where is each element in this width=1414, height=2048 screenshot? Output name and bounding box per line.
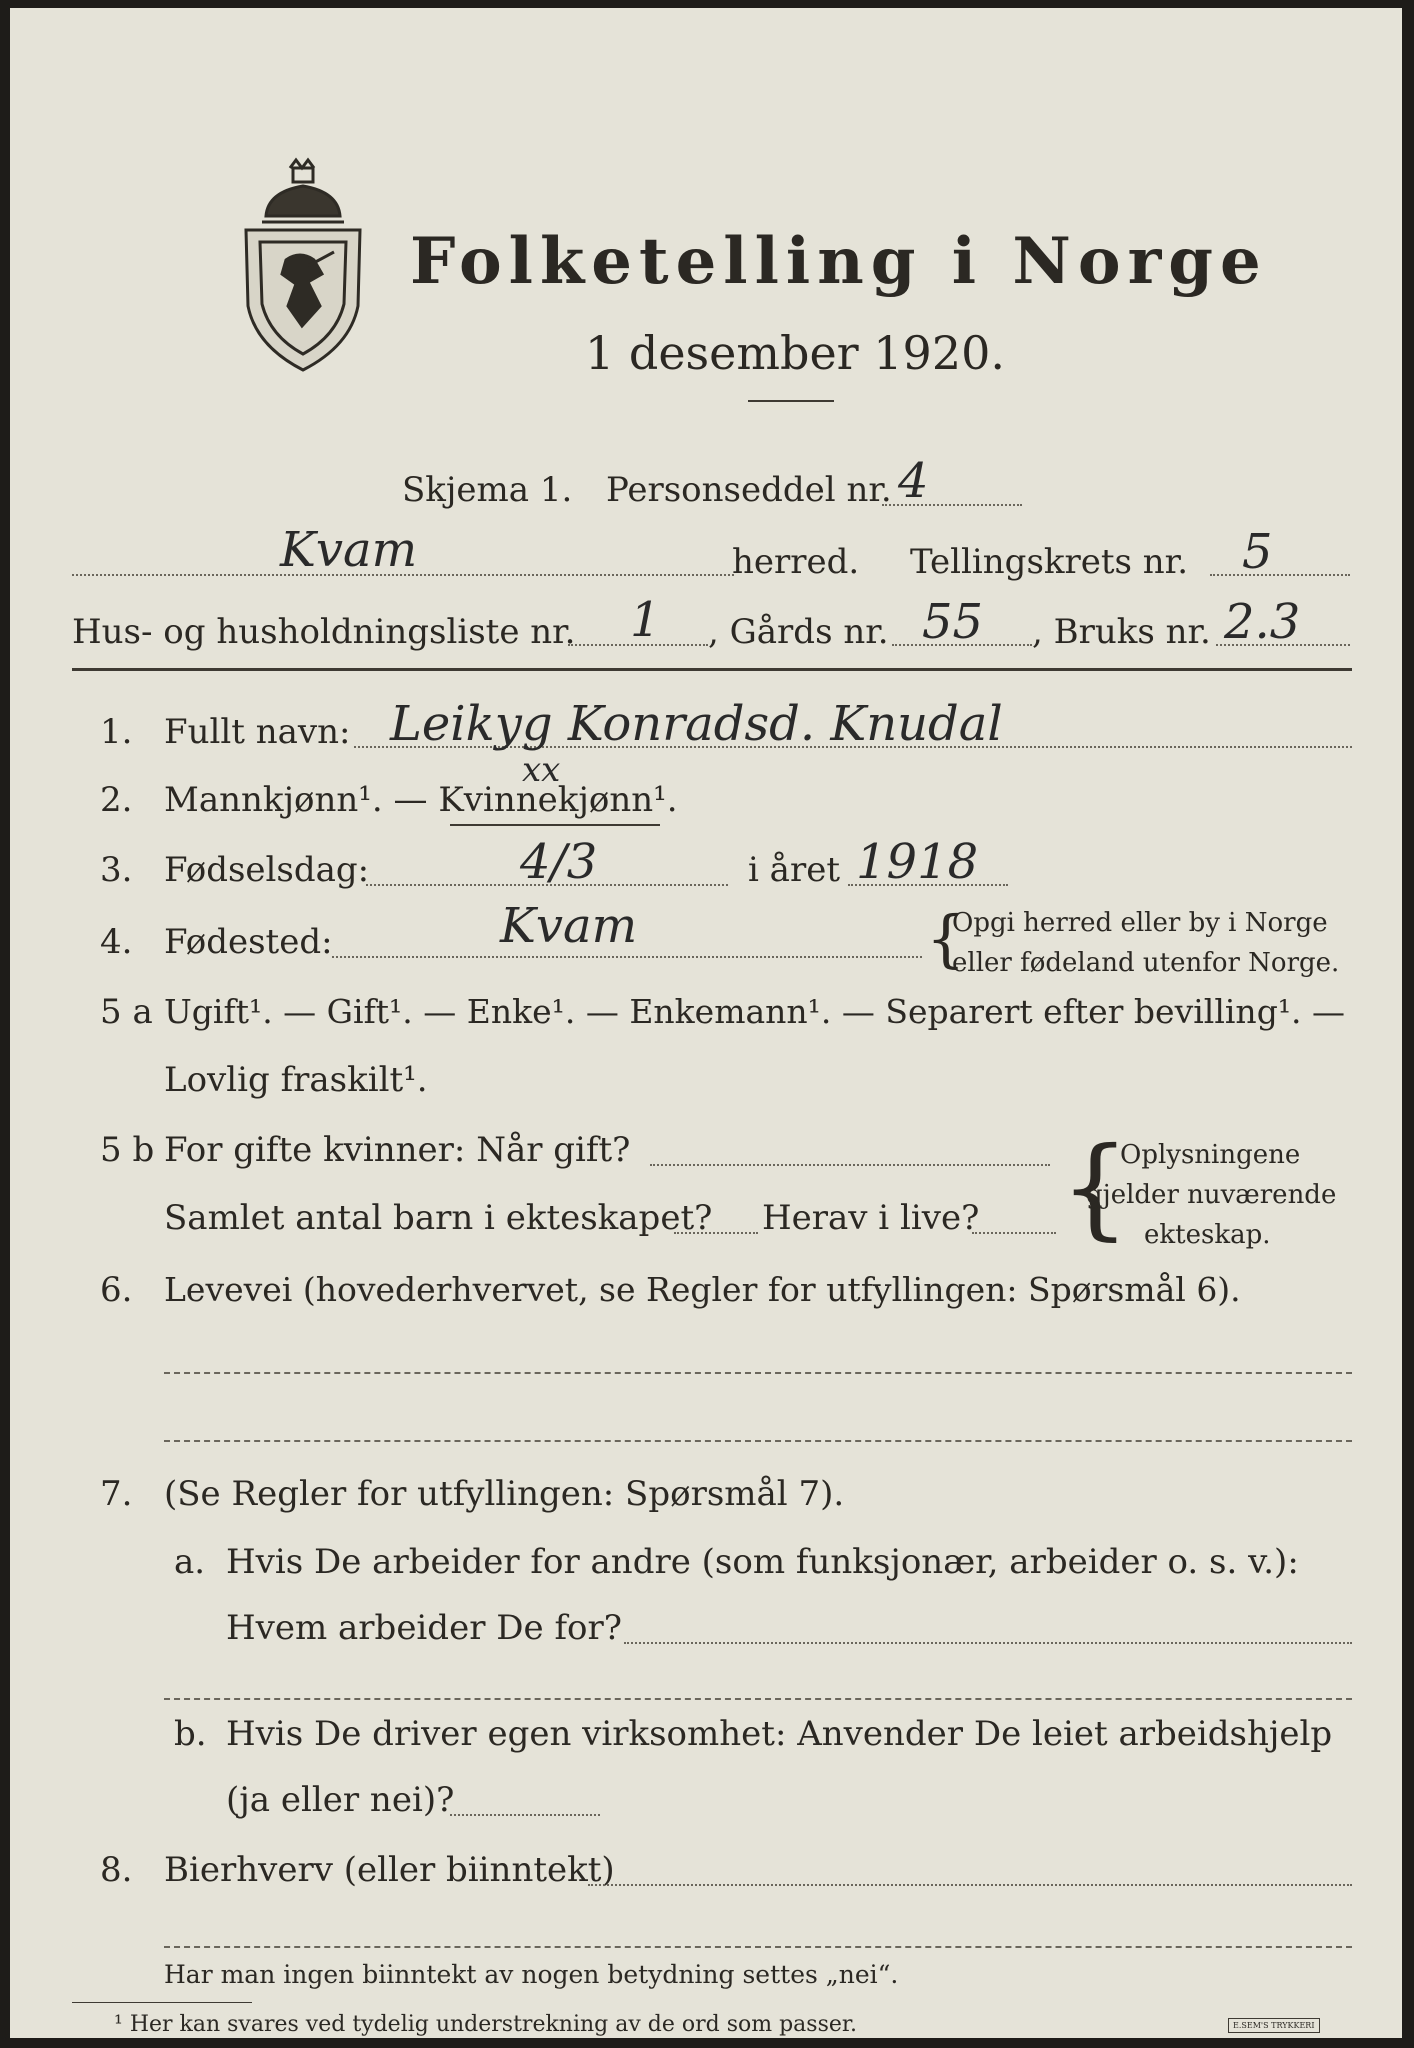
q7a-number: a.: [174, 1542, 206, 1582]
gards-value: 55: [922, 594, 984, 650]
census-form: [10, 8, 1402, 2038]
q7a-line2: Hvem arbeider De for?: [226, 1608, 622, 1648]
employer-field-2[interactable]: [164, 1698, 1352, 1700]
q1-number: 1.: [100, 712, 133, 752]
q3-number: 3.: [100, 850, 133, 890]
secondary-income-field-2[interactable]: [164, 1946, 1352, 1948]
q4-note-brace: {: [926, 902, 966, 975]
married-when-field[interactable]: [650, 1164, 1050, 1166]
q5a-line1: Ugift¹. — Gift¹. — Enke¹. — Enkemann¹. — Separert efter bevilling¹. —: [164, 992, 1346, 1031]
occupation-field-2[interactable]: [164, 1440, 1352, 1442]
q1-label: Fullt navn:: [164, 712, 351, 752]
footer-note: Har man ingen biinntekt av nogen betydning settes „nei“.: [164, 1960, 899, 1989]
herred-label: herred.: [732, 542, 860, 582]
bruks-value: 2.3: [1224, 594, 1301, 650]
birthplace-field[interactable]: [332, 956, 922, 958]
q3-label: Fødselsdag:: [164, 850, 370, 890]
q6-label: Levevei (hovederhvervet, se Regler for utfyllingen: Spørsmål 6).: [164, 1270, 1241, 1309]
q7b-number: b.: [174, 1714, 207, 1754]
q2-label: Mannkjønn¹. — Kvinnekjønn¹.: [164, 780, 678, 820]
q4-label: Fødested:: [164, 922, 333, 962]
employer-field[interactable]: [624, 1642, 1352, 1644]
q2-number: 2.: [100, 780, 133, 820]
q4-number: 4.: [100, 922, 133, 962]
year-value: 1918: [856, 834, 979, 890]
occupation-field-1[interactable]: [164, 1372, 1352, 1374]
q5b-note3: ekteskap.: [1144, 1220, 1271, 1250]
footnote-rule: [72, 2002, 252, 2003]
bruks-label: , Bruks nr.: [1032, 612, 1211, 652]
year-label: i året: [748, 850, 840, 890]
q8-number: 8.: [100, 1850, 133, 1890]
printer-mark: E.SEM'S TRYKKERI: [1228, 2018, 1320, 2033]
q4-note-line1: Opgi herred eller by i Norge: [952, 908, 1328, 938]
gender-mark: xx: [522, 750, 561, 790]
form-title: Folketelling i Norge: [410, 224, 1268, 299]
herred-value: Kvam: [280, 522, 418, 578]
q7b-line1: Hvis De driver egen virksomhet: Anvender De leiet arbeidshjelp: [226, 1714, 1333, 1754]
q8-label: Bierhverv (eller biinntekt): [164, 1850, 615, 1890]
q5a-line2: Lovlig fraskilt¹.: [164, 1060, 428, 1100]
q5b-note2: gjelder nuværende: [1086, 1180, 1337, 1210]
q5b-line1: For gifte kvinner: Når gift?: [164, 1130, 631, 1170]
q4-note-line2: eller fødeland utenfor Norge.: [952, 948, 1340, 978]
gards-label: , Gårds nr.: [708, 612, 889, 652]
footnote: ¹ Her kan svares ved tydelig understrekning av de ord som passer.: [114, 2012, 857, 2037]
q5b-number: 5 b: [100, 1130, 155, 1170]
children-total-field[interactable]: [674, 1232, 758, 1234]
q5b-line2a: Samlet antal barn i ekteskapet?: [164, 1198, 713, 1238]
tellingskrets-field[interactable]: [1210, 574, 1350, 576]
secondary-income-field[interactable]: [588, 1884, 1352, 1886]
q7b-line2: (ja eller nei)?: [226, 1780, 455, 1820]
full-name-value: Leikyg Konradsd. Knudal: [390, 696, 1003, 752]
kvinnekjonn-underline: [450, 824, 660, 826]
q5b-note-brace: {: [1060, 1123, 1130, 1251]
q7-label: (Se Regler for utfyllingen: Spørsmål 7).: [164, 1474, 845, 1514]
title-divider: [748, 400, 834, 402]
hus-label: Hus- og husholdningsliste nr.: [72, 612, 576, 652]
q7a-line1: Hvis De arbeider for andre (som funksjonær, arbeider o. s. v.):: [226, 1542, 1299, 1582]
personseddel-value: 4: [898, 453, 929, 509]
hired-help-field[interactable]: [450, 1814, 600, 1816]
personseddel-label: Personseddel nr.: [606, 470, 892, 510]
q5a-number: 5 a: [100, 992, 153, 1032]
children-alive-field[interactable]: [972, 1232, 1056, 1234]
schema-label: Skjema 1.: [402, 470, 573, 510]
form-date: 1 desember 1920.: [585, 326, 1005, 380]
birthplace-value: Kvam: [500, 898, 638, 954]
tellingskrets-label: Tellingskrets nr.: [910, 542, 1189, 582]
tellingskrets-value: 5: [1242, 524, 1273, 580]
birthday-value: 4/3: [520, 834, 598, 890]
q6-number: 6.: [100, 1270, 133, 1310]
hus-value: 1: [630, 592, 661, 648]
coat-of-arms-icon: [238, 156, 368, 376]
q7-number: 7.: [100, 1474, 133, 1514]
header-rule: [72, 668, 1352, 671]
q5b-line2b: Herav i live?: [762, 1198, 980, 1238]
q5b-note1: Oplysningene: [1120, 1140, 1301, 1170]
